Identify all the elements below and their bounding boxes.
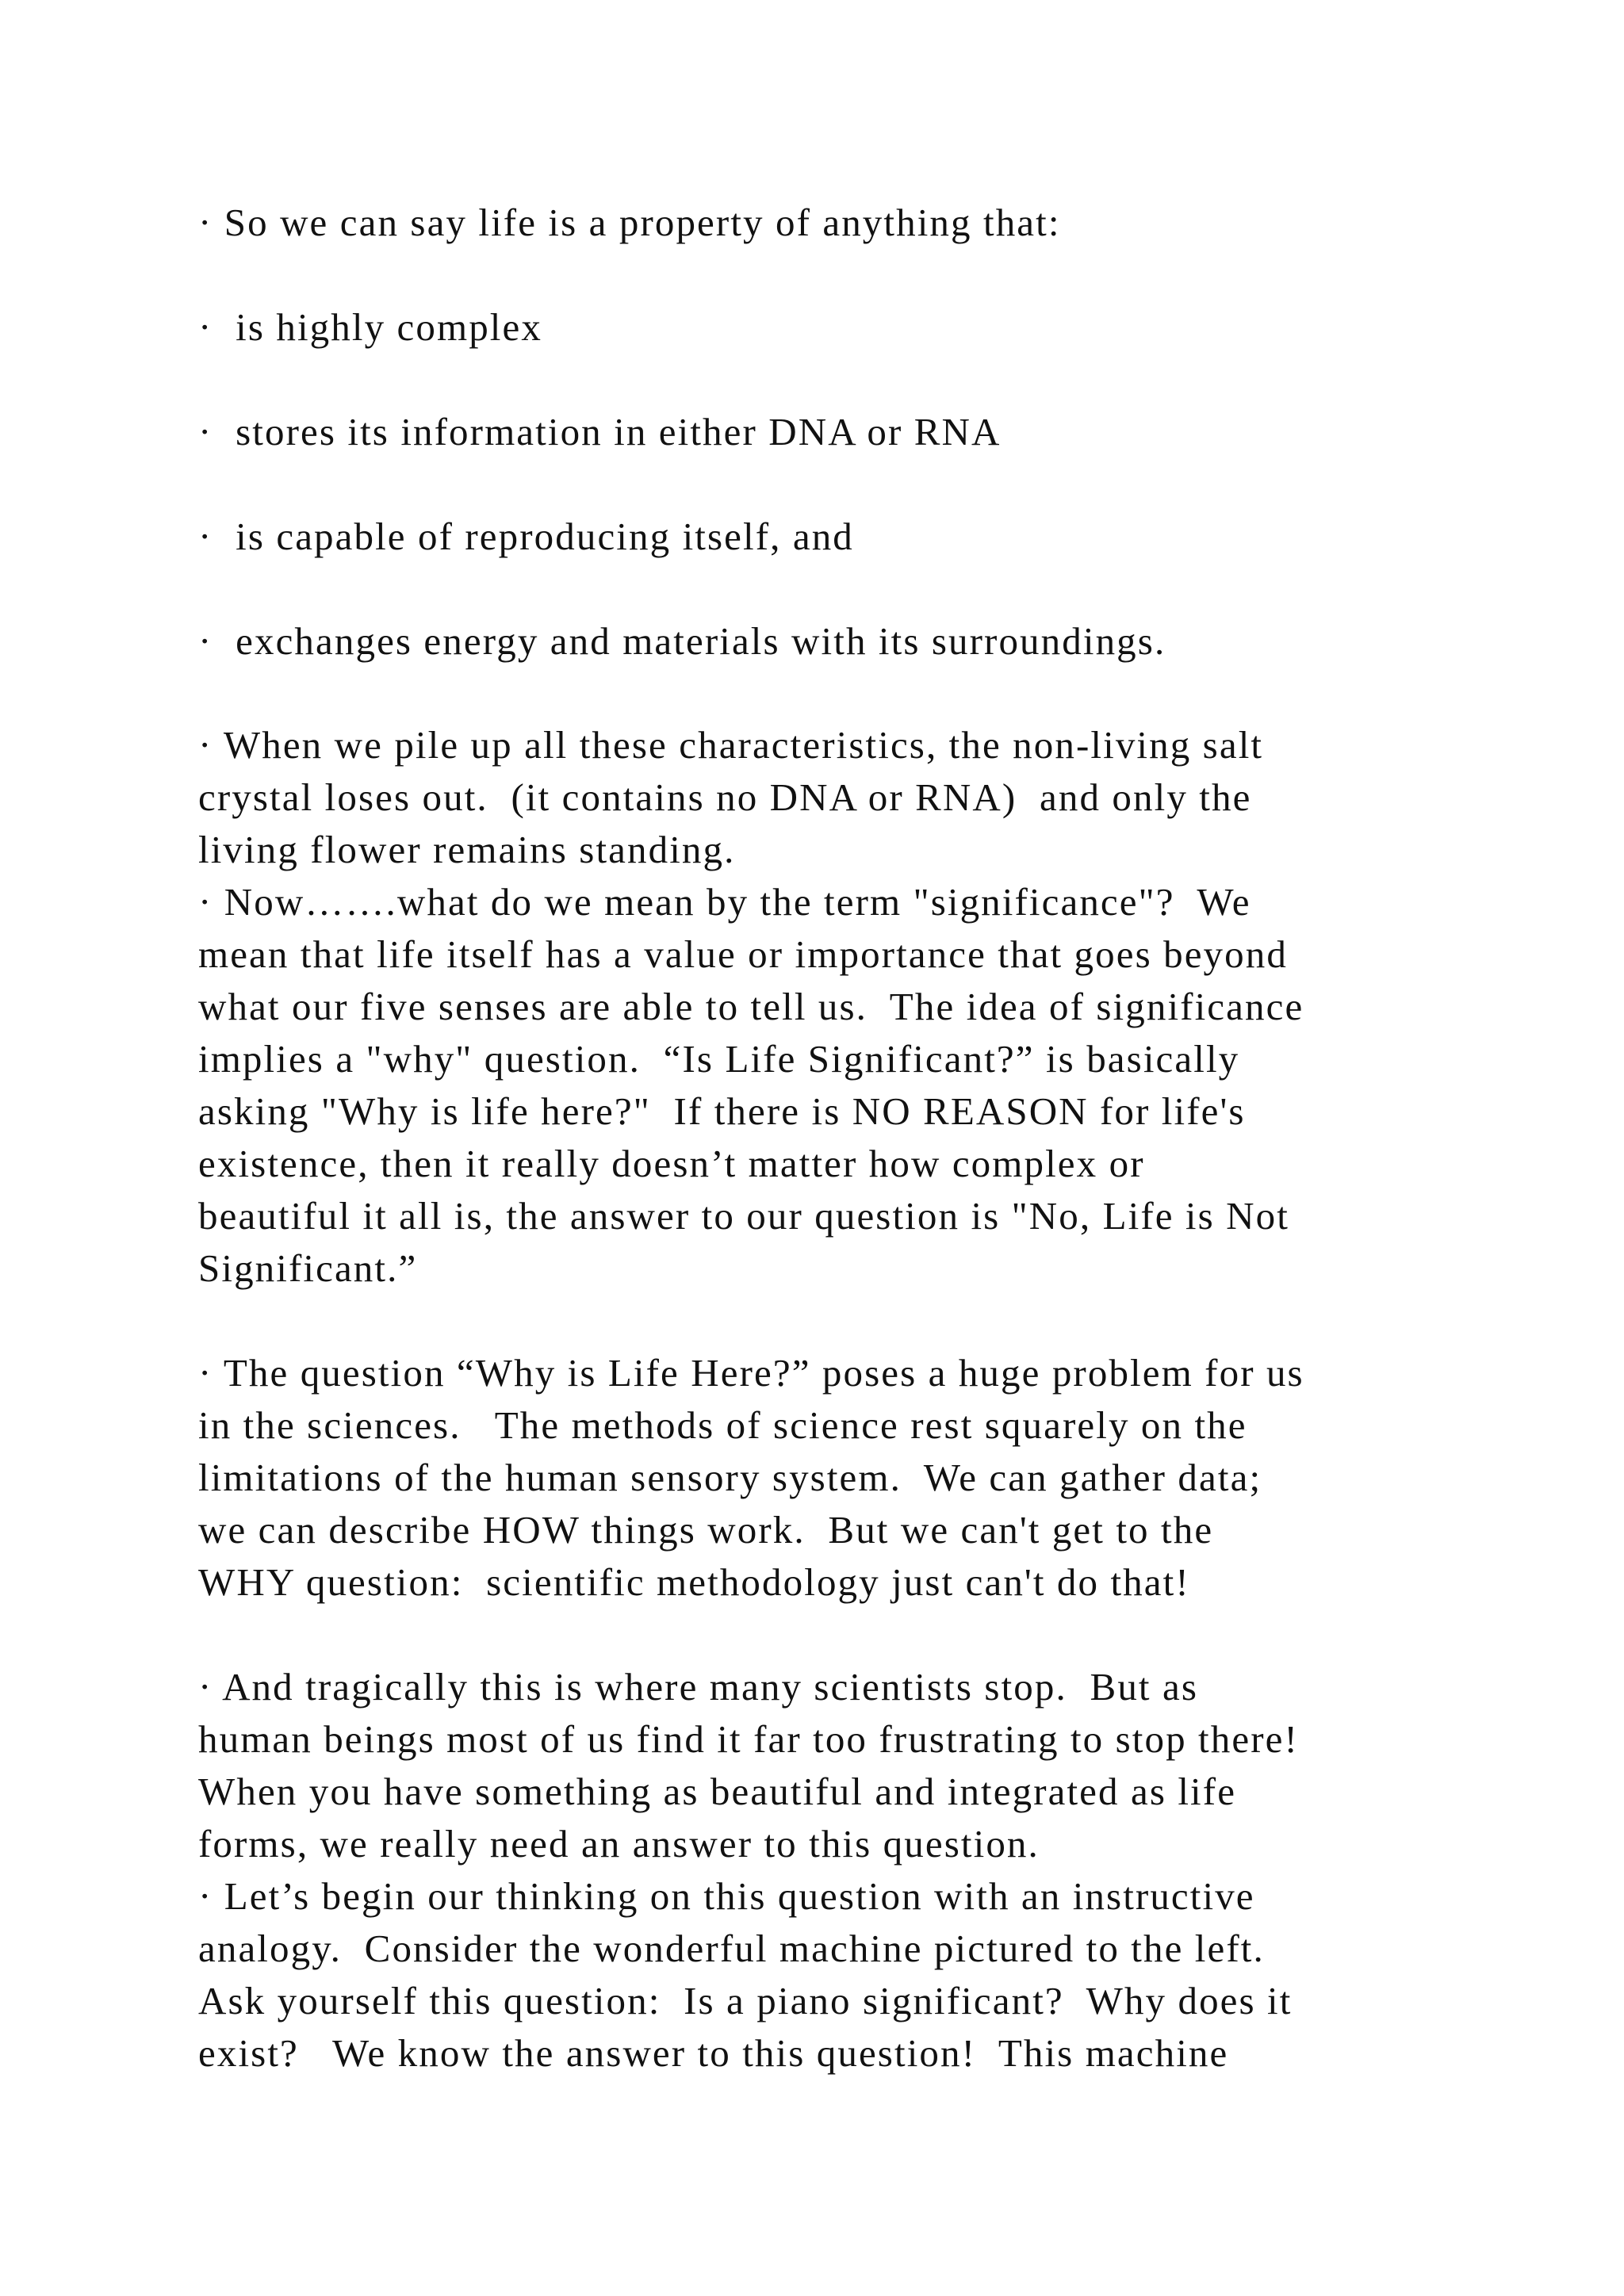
text-line: limitations of the human sensory system. We can gather data;: [198, 1456, 1262, 1499]
text-line: · exchanges energy and materials with its surroundings.: [198, 619, 1166, 663]
text-line: beautiful it all is, the answer to our question is "No, Life is Not: [198, 1194, 1289, 1238]
text-line: in the sciences. The methods of science rest squarely on the: [198, 1403, 1247, 1447]
text-line: · is highly complex: [198, 305, 542, 349]
text-line: Significant.”: [198, 1246, 418, 1290]
text-line: · And tragically this is where many scientists stop. But as: [198, 1665, 1199, 1709]
text-line: · So we can say life is a property of anything that:: [198, 201, 1061, 244]
text-line: · The question “Why is Life Here?” poses a huge problem for us: [198, 1351, 1304, 1395]
text-line: living flower remains standing.: [198, 828, 736, 871]
text-line: existence, then it really doesn’t matter how complex or: [198, 1142, 1145, 1185]
text-line: we can describe HOW things work. But we can't get to the: [198, 1508, 1214, 1552]
text-line: · stores its information in either DNA or RNA: [198, 410, 1002, 453]
text-line: asking "Why is life here?" If there is NO REASON for life's: [198, 1089, 1246, 1133]
text-line: When you have something as beautiful and integrated as life: [198, 1770, 1237, 1813]
text-line: what our five senses are able to tell us. The idea of significance: [198, 985, 1304, 1028]
text-line: human beings most of us find it far too frustrating to stop there!: [198, 1717, 1299, 1761]
text-line: exist? We know the answer to this question! This machine: [198, 2031, 1229, 2075]
text-line: · Let’s begin our thinking on this question with an instructive: [198, 1874, 1255, 1918]
text-line: mean that life itself has a value or importance that goes beyond: [198, 932, 1288, 976]
text-line: · Now…….what do we mean by the term "significance"? We: [198, 880, 1251, 924]
text-line: forms, we really need an answer to this question.: [198, 1822, 1040, 1866]
text-line: WHY question: scientific methodology just can't do that!: [198, 1560, 1190, 1604]
text-line: Ask yourself this question: Is a piano significant? Why does it: [198, 1979, 1293, 2022]
text-line: · When we pile up all these characteristics, the non-living salt: [198, 723, 1264, 767]
text-line: crystal loses out. (it contains no DNA or RNA) and only the: [198, 775, 1252, 819]
text-line: · is capable of reproducing itself, and: [198, 515, 854, 558]
text-line: implies a "why" question. “Is Life Significant?” is basically: [198, 1037, 1240, 1081]
text-line: analogy. Consider the wonderful machine pictured to the left.: [198, 1927, 1265, 1970]
